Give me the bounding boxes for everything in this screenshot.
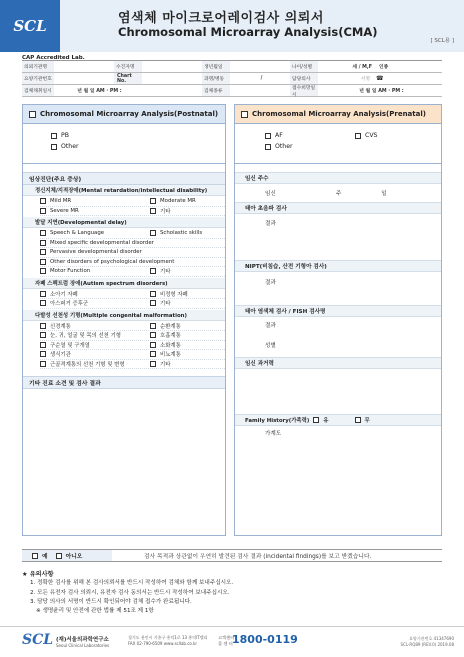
- childhood-autism-checkbox[interactable]: [40, 291, 46, 297]
- mr-other-checkbox[interactable]: [150, 208, 156, 214]
- prenatal-checkbox[interactable]: [241, 111, 248, 118]
- list-item: 아스퍼거 증후군 기타: [40, 299, 225, 309]
- ward-label: 과명/병동: [202, 73, 230, 84]
- asd-other-checkbox[interactable]: [150, 300, 156, 306]
- gestational-age-header: 임신 주수: [235, 172, 441, 184]
- consent-no-checkbox[interactable]: [56, 553, 62, 559]
- mixed-specific-checkbox[interactable]: [40, 240, 46, 246]
- moderate-mr-checkbox[interactable]: [150, 198, 156, 204]
- pregnancy-history-field[interactable]: [235, 369, 441, 414]
- dd-other-checkbox[interactable]: [150, 268, 156, 274]
- cvs-checkbox[interactable]: [355, 133, 361, 139]
- list-item: Severe MR 기타: [40, 207, 225, 217]
- footer: [0, 626, 464, 657]
- notes-section: [22, 570, 442, 616]
- specimen-other[interactable]: Other: [51, 141, 225, 152]
- org-address: 경기도 용인시 기흥구 흥덕1로 13 흥덕IT밸리 FAX 02-790-6509 www.scllab.co.kr: [128, 635, 208, 646]
- karyotype-header: 태아 염색체 검사 / FISH 검사명: [235, 305, 441, 317]
- list-item: Mixed specific developmental disorder: [40, 239, 225, 249]
- list-item: 생식기관 비뇨계통: [40, 350, 225, 360]
- pervasive-checkbox[interactable]: [40, 249, 46, 255]
- digestive-checkbox[interactable]: [150, 342, 156, 348]
- institution-label: 의뢰기관명: [22, 61, 54, 72]
- patient-row-1: [22, 61, 442, 73]
- ward-field[interactable]: /: [260, 76, 263, 81]
- ultrasound-result[interactable]: 결과: [265, 221, 276, 227]
- age-sex-label: 나이/성별: [290, 61, 318, 72]
- form-title-korean: 염색체 마이크로어레이검사 의뢰서: [118, 11, 324, 26]
- consent-text: 검사 목적과 상관없이 우연히 발견된 검사 결과 (incidental findings)를 보고 받겠습니다.: [144, 554, 372, 560]
- institution-code-field[interactable]: [54, 73, 114, 84]
- mcm-other-checkbox[interactable]: [150, 361, 156, 367]
- scholastic-checkbox[interactable]: [150, 230, 156, 236]
- other-results-header: 기타 진료 소견 및 검사 결과: [23, 376, 225, 389]
- group-dd-header: 발달 지연(Developmental delay): [23, 217, 225, 228]
- note-line-1: 1. 정확한 검사를 위해 본 검사의뢰서를 반드시 작성하여 검체와 함께 보내주십시오.: [30, 580, 234, 587]
- footer-logo: SCL: [22, 632, 54, 648]
- institution-field[interactable]: [54, 61, 114, 72]
- phone-icon: ☎: [376, 75, 384, 82]
- list-item: 근골격계통의 선천 기형 및 변형 기타: [40, 360, 225, 370]
- pedigree-label: 가계도: [265, 431, 282, 437]
- pb-checkbox[interactable]: [51, 133, 57, 139]
- postnatal-title: Chromosomal Microarray Analysis(Postnatal): [40, 110, 219, 118]
- severe-mr-checkbox[interactable]: [40, 208, 46, 214]
- group-dd-items: [23, 228, 225, 278]
- nervous-checkbox[interactable]: [40, 323, 46, 329]
- cleft-checkbox[interactable]: [40, 342, 46, 348]
- pregnancy-history-header: 임신 과거력: [235, 357, 441, 369]
- other-results-field[interactable]: [23, 389, 225, 507]
- family-history-row: Family History(가족력) 유 무: [235, 414, 441, 426]
- postnatal-specimen: [23, 124, 225, 164]
- specimen-af[interactable]: AF: [265, 130, 355, 141]
- prenatal-specimen: [235, 124, 441, 164]
- dob-field[interactable]: [230, 61, 290, 72]
- atypical-autism-checkbox[interactable]: [150, 291, 156, 297]
- form-title-english: Chromosomal Microarray Analysis(CMA): [118, 25, 378, 39]
- circulatory-checkbox[interactable]: [150, 323, 156, 329]
- postnatal-checkbox[interactable]: [29, 111, 36, 118]
- genital-checkbox[interactable]: [40, 351, 46, 357]
- list-item: Pervasive developmental disorder: [40, 248, 225, 258]
- mild-mr-checkbox[interactable]: [40, 198, 46, 204]
- note-line-4: ※ 생명윤리 및 안전에 관한 법률 제 51조 제 1항: [36, 608, 154, 615]
- receipt-date-field[interactable]: 년 월 일 AM · PM :: [359, 89, 404, 94]
- group-asd-items: [23, 289, 225, 310]
- list-item: Speech & Language Scholastic skills: [40, 229, 225, 239]
- respiratory-checkbox[interactable]: [150, 332, 156, 338]
- specimen-pb[interactable]: PB: [51, 130, 225, 141]
- prenatal-panel: [234, 104, 442, 536]
- karyotype-result[interactable]: 결과: [265, 323, 276, 329]
- consent-yes-checkbox[interactable]: [32, 553, 38, 559]
- patient-name-field[interactable]: [142, 61, 202, 72]
- specimen-type-field[interactable]: [230, 85, 290, 96]
- group-mcm-items: [23, 321, 225, 371]
- org-name-english: Seoul Clinical Laboratories: [56, 643, 110, 648]
- institution-code-label: 요양기관번호: [22, 73, 54, 84]
- family-no-checkbox[interactable]: [355, 417, 361, 423]
- cap-accredited-label: CAP Accredited Lab.: [22, 55, 85, 61]
- patient-row-2: [22, 73, 442, 85]
- other-checkbox[interactable]: [51, 144, 57, 150]
- gestational-age-field[interactable]: 임신 주 일: [265, 191, 387, 197]
- urinary-checkbox[interactable]: [150, 351, 156, 357]
- physician-label: 담당의사: [290, 73, 318, 84]
- nipt-result[interactable]: 결과: [265, 280, 276, 286]
- scl-logo: SCL: [0, 0, 60, 52]
- postnatal-panel: [22, 104, 226, 536]
- receipt-date-label: 접수희망일시: [290, 85, 318, 96]
- motor-checkbox[interactable]: [40, 268, 46, 274]
- eye-ear-face-checkbox[interactable]: [40, 332, 46, 338]
- ultrasound-header: 태아 초음파 검사: [235, 202, 441, 214]
- group-mr-items: [23, 196, 225, 217]
- speech-checkbox[interactable]: [40, 230, 46, 236]
- chart-no-field[interactable]: [142, 73, 202, 84]
- group-asd-header: 자폐 스펙트럼 장애(Autism spectrum disorders): [23, 278, 225, 289]
- list-item: Mild MR Moderate MR: [40, 197, 225, 207]
- consent-options: 예 아니오: [22, 550, 112, 561]
- notes-title: ★ 유의사항: [22, 571, 54, 578]
- group-mr-header: 정신지체/지적장애(Mental retardation/intellectual disability): [23, 185, 225, 196]
- list-item: 소아기 자폐 비정형 자폐: [40, 290, 225, 300]
- list-item: 구순열 및 구개열 소화계통: [40, 341, 225, 351]
- family-yes-checkbox[interactable]: [313, 417, 319, 423]
- specimen-prenatal-other[interactable]: Other: [265, 141, 441, 152]
- chart-no-label: Chart No.: [114, 73, 142, 84]
- postnatal-header: [23, 105, 225, 124]
- collection-date-field[interactable]: 년 월 일 AM · PM :: [77, 89, 122, 94]
- clinical-diagnosis-header: 임상진단(주요 증상): [23, 172, 225, 185]
- specimen-cvs[interactable]: CVS: [355, 130, 377, 141]
- incidental-consent-row: [22, 549, 442, 562]
- ethnicity-field[interactable]: [392, 61, 442, 72]
- other-psych-checkbox[interactable]: [40, 259, 46, 265]
- call-center-phone: 1800-0119: [232, 633, 298, 646]
- note-line-3: 3. 담당 의사의 서명이 반드시 확인되어야 검체 접수가 완료됩니다.: [30, 598, 192, 605]
- musculoskeletal-checkbox[interactable]: [40, 361, 46, 367]
- af-checkbox[interactable]: [265, 133, 271, 139]
- patient-info-grid: [22, 60, 442, 97]
- age-sex-field[interactable]: 세 / M,F: [352, 65, 372, 70]
- prenatal-header: [235, 105, 441, 124]
- org-name: (재)서울의과학연구소: [56, 637, 109, 643]
- dob-label: 생년월일: [202, 61, 230, 72]
- prenatal-other-checkbox[interactable]: [265, 144, 271, 150]
- prenatal-title: Chromosomal Microarray Analysis(Prenatal): [252, 110, 426, 118]
- list-item: 신경계통 순환계통: [40, 322, 225, 332]
- collection-date-label: 검체채취일시: [22, 85, 54, 96]
- ethnicity-label: 인종: [379, 65, 389, 70]
- list-item: 눈, 귀, 얼굴 및 목의 선천 기형 호흡계통: [40, 331, 225, 341]
- group-mcm-header: 다발성 선천성 기형(Multiple congenital malformation): [23, 310, 225, 321]
- scl-use-label: [ SCL용 ]: [430, 38, 454, 44]
- patient-row-3: [22, 85, 442, 97]
- karyotype-sex[interactable]: 성별: [265, 343, 276, 349]
- list-item: Motor Function 기타: [40, 267, 225, 277]
- patient-name-label: 수진자명: [114, 61, 142, 72]
- list-item: Other disorders of psychological development: [40, 258, 225, 268]
- note-line-2: 2. 모든 유전자 검사 의뢰시, 유전자 검사 동의서는 반드시 작성하여 보내주십시오.: [30, 589, 230, 596]
- nipt-header: NIPT(비침습, 산전 기형아 검사): [235, 260, 441, 272]
- call-center-label: 고객센터 콜 센 터: [218, 635, 235, 646]
- asperger-checkbox[interactable]: [40, 300, 46, 306]
- form-codes: 요양기관번호 41347690 SCL-RQ89 (REV.0) 2019.08: [400, 636, 454, 647]
- physician-signature-field[interactable]: 서명: [360, 77, 370, 82]
- specimen-type-label: 검체종류: [202, 85, 230, 96]
